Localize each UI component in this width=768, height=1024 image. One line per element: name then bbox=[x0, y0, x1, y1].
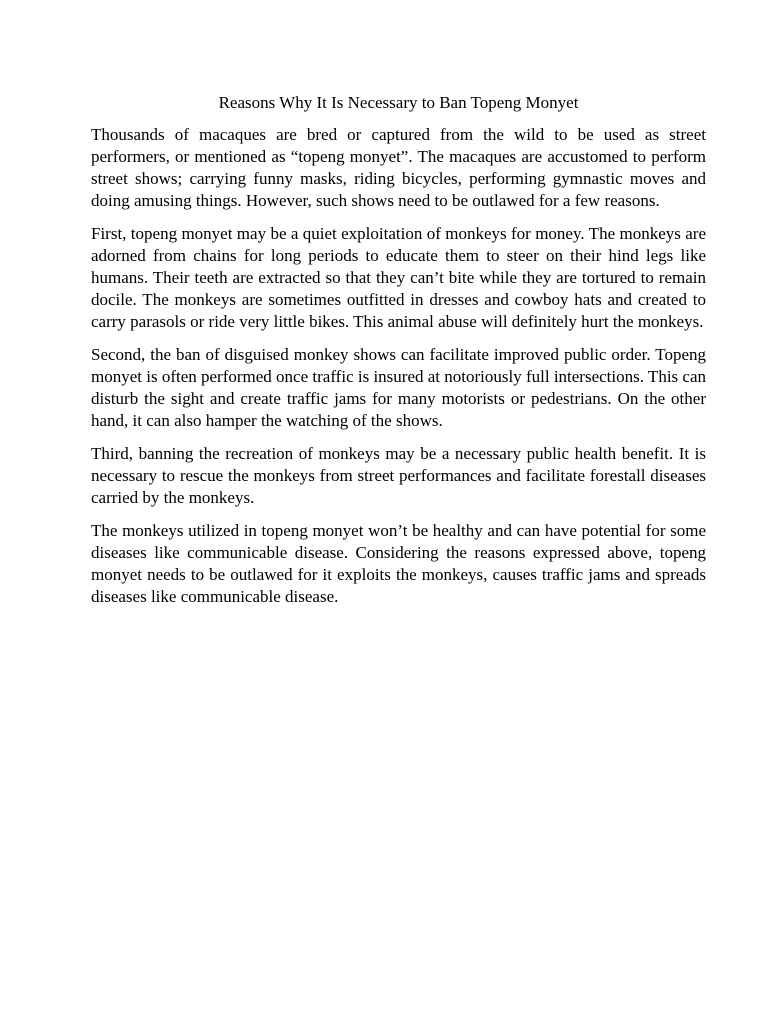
paragraph-conclusion: The monkeys utilized in topeng monyet won’t be healthy and can have potential for some diseases like communicable disease. Considering the reasons expressed above, topeng monyet needs to be outlawed for it exploits the monkeys, causes traffic jams and spreads diseases like communicable disease. bbox=[91, 521, 706, 606]
document-body bbox=[91, 92, 706, 619]
document-title: Reasons Why It Is Necessary to Ban Topeng Monyet bbox=[218, 93, 579, 112]
paragraph-first-reason: First, topeng monyet may be a quiet exploitation of monkeys for money. The monkeys are adorned from chains for long periods to educate them to steer on their hind legs like humans. Their teeth are extracted so that they can’t bite while they are tortured to remain docile. The monkeys are sometimes outfitted in dresses and cowboy hats and created to carry parasols or ride very little bikes. This animal abuse will definitely hurt the monkeys. bbox=[91, 224, 706, 331]
paragraph-intro: Thousands of macaques are bred or captured from the wild to be used as street performers, or mentioned as “topeng monyet”. The macaques are accustomed to perform street shows; carrying funny masks, riding bicycles, performing gymnastic moves and doing amusing things. However, such shows need to be outlawed for a few reasons. bbox=[91, 125, 706, 210]
paragraph-third-reason: Third, banning the recreation of monkeys may be a necessary public health benefit. It is necessary to rescue the monkeys from street performances and facilitate forestall diseases carried by the monkeys. bbox=[91, 444, 706, 507]
paragraph-second-reason: Second, the ban of disguised monkey shows can facilitate improved public order. Topeng monyet is often performed once traffic is insured at notoriously full intersections. This can disturb the sight and create traffic jams for many motorists or pedestrians. On the other hand, it can also hamper the watching of the shows. bbox=[91, 345, 706, 430]
